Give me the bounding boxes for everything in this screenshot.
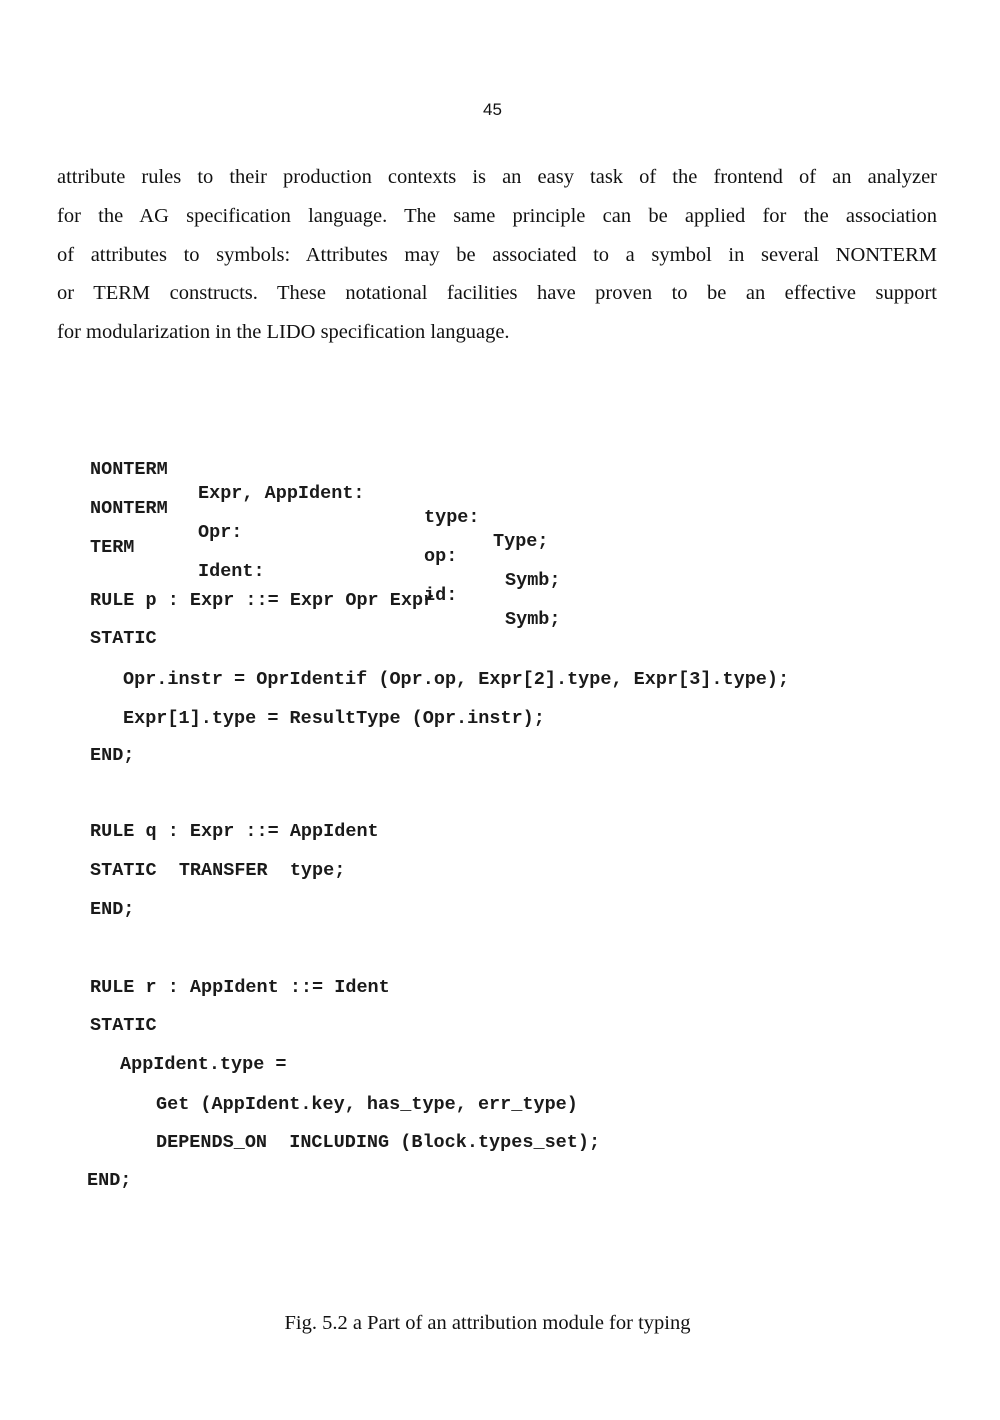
decl-symbols: Ident: xyxy=(198,561,265,582)
code-line: STATIC xyxy=(90,628,157,649)
body-paragraph xyxy=(57,158,937,352)
code-line: Get (AppIdent.key, has_type, err_type) xyxy=(156,1094,578,1115)
code-line: Opr.instr = OprIdentif (Opr.op, Expr[2].type, Expr[3].type); xyxy=(123,669,790,690)
decl-kind: TERM xyxy=(90,537,135,558)
code-line: STATIC TRANSFER type; xyxy=(90,860,346,881)
code-line: STATIC xyxy=(90,1015,157,1036)
decl-kind: NONTERM xyxy=(90,459,168,480)
decl-type: Type; xyxy=(493,531,549,552)
decl-kind: NONTERM xyxy=(90,498,168,519)
code-line: DEPENDS_ON INCLUDING (Block.types_set); xyxy=(156,1132,601,1153)
paragraph-line: or TERM constructs. These notational facilities have proven to be an effective support xyxy=(57,282,937,305)
code-line: END; xyxy=(90,899,135,920)
paragraph-line: for the AG specification language. The same principle can be applied for the association xyxy=(57,204,937,227)
decl-symbols: Opr: xyxy=(198,522,243,543)
page-number: 45 xyxy=(483,100,502,119)
decl-attr: type: xyxy=(424,507,480,528)
code-line: END; xyxy=(90,745,135,766)
code-line: AppIdent.type = xyxy=(120,1054,287,1075)
code-line: RULE q : Expr ::= AppIdent xyxy=(90,821,379,842)
decl-attr: id: xyxy=(424,585,458,606)
decl-symbols: Expr, AppIdent: xyxy=(198,483,365,504)
decl-attr: op: xyxy=(424,546,458,567)
paragraph-line: of attributes to symbols: Attributes may be associated to a symbol in several NONTERM xyxy=(57,243,937,266)
figure-caption: Fig. 5.2 a Part of an attribution module for typing xyxy=(284,1312,691,1334)
code-line: RULE r : AppIdent ::= Ident xyxy=(90,977,390,998)
code-line: END; xyxy=(87,1170,132,1191)
decl-type: Symb; xyxy=(505,609,561,630)
code-line: Expr[1].type = ResultType (Opr.instr); xyxy=(123,708,545,729)
decl-type: Symb; xyxy=(505,570,561,591)
paragraph-line: for modularization in the LIDO specification language. xyxy=(57,321,510,344)
paragraph-line: attribute rules to their production contexts is an easy task of the frontend of an analyzer xyxy=(57,166,937,188)
code-line: RULE p : Expr ::= Expr Opr Expr xyxy=(90,590,435,611)
